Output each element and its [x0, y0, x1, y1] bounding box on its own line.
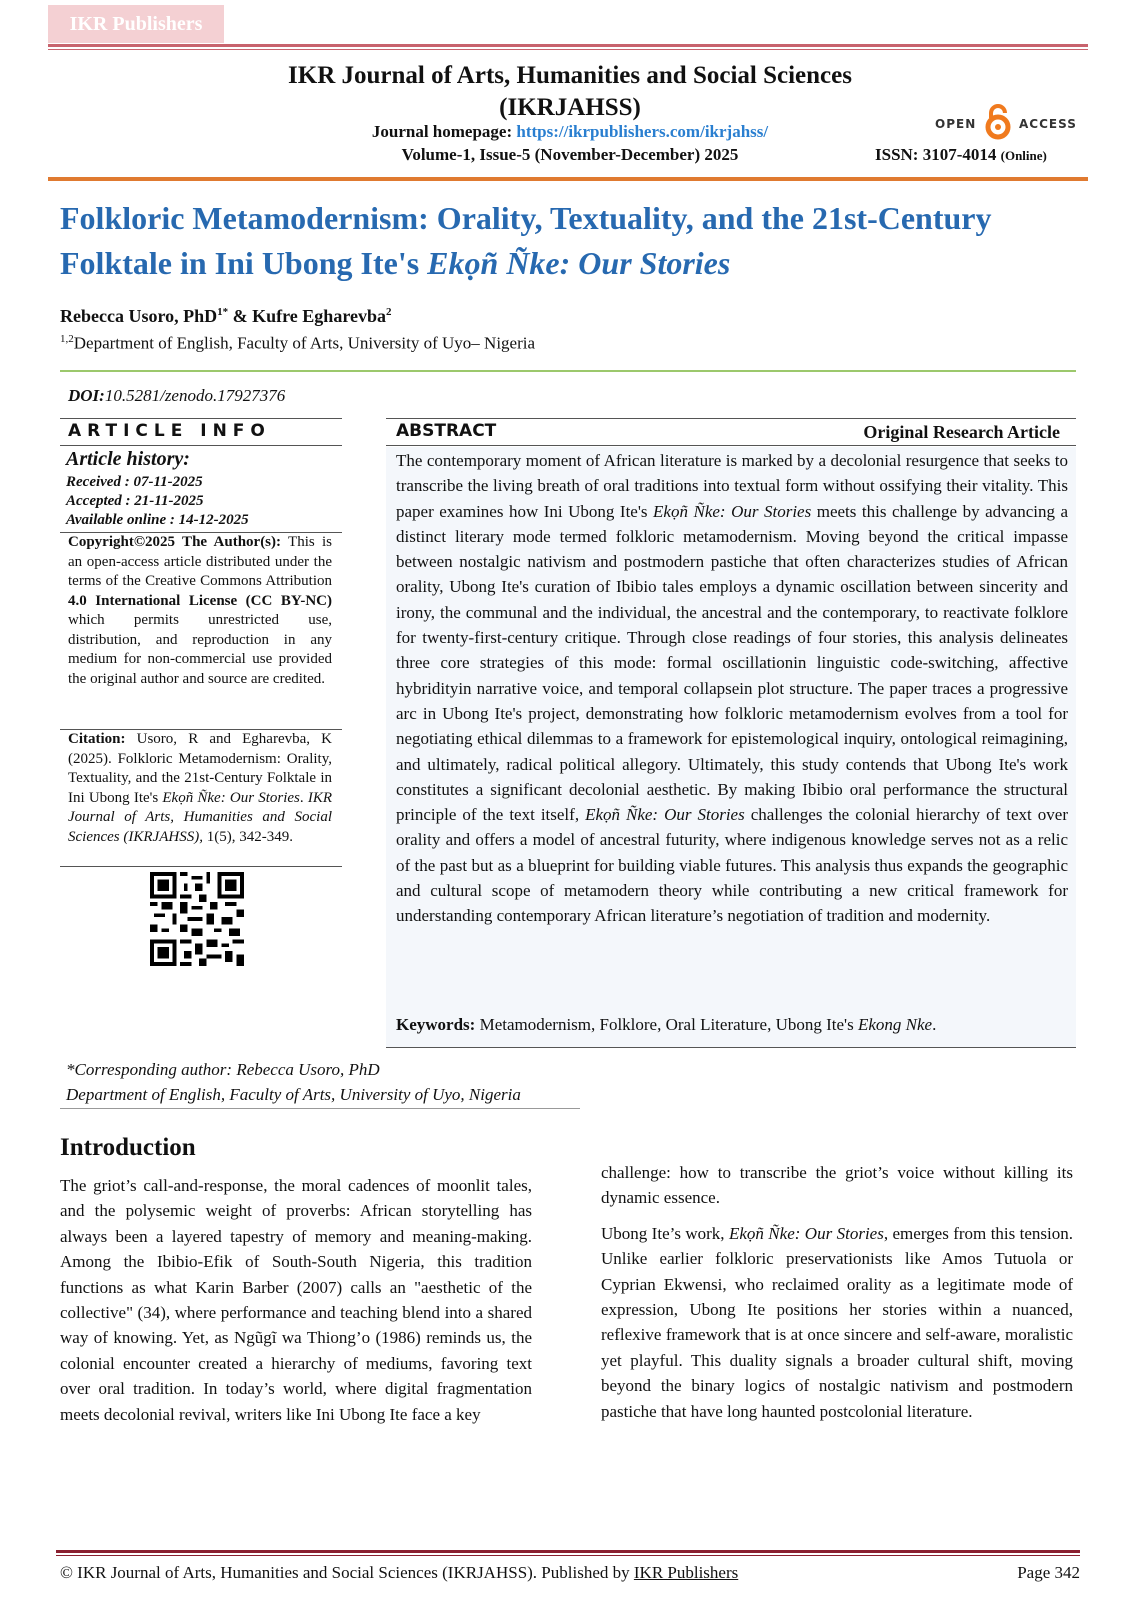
article-info-heading-rule — [60, 445, 342, 446]
corresponding-author — [66, 1057, 521, 1107]
abstract-text — [396, 448, 1068, 929]
issn-number: ISSN: 3107-4014 — [875, 145, 997, 164]
intro-paragraph-3-b: , emerges from this tension. Unlike earlier folkloric preservationists like Amos Tutuola or Cyprian Ekwensi, who reclaimed orality as a legitimate mode of expression, Ubong Ite positions her stories within a nuanced, reflexive framework that is at once sincere and self-aware, moralistic yet playful. This duality signals a broader cultural shift, moving beyond the binary logics of nostalgic nativism and postmodern pastiche that have long haunted postcolonial literature. — [601, 1223, 1074, 1421]
article-history-label: Article history: — [66, 448, 190, 470]
keywords-text: Metamodernism, Folklore, Oral Literature, Ubong Ite's — [475, 1015, 858, 1034]
title-rule — [48, 177, 1088, 181]
intro-column-2 — [601, 1160, 1073, 1434]
citation-bottom-rule — [60, 866, 342, 867]
open-access-lock-icon — [981, 104, 1017, 140]
copyright-text-2: which permits unrestricted use, distribution, and reproduction in any medium for non-commercial use provided the original author and source are credited. — [68, 612, 332, 687]
introduction-heading: Introduction — [60, 1134, 196, 1161]
copyright-license: 4.0 International License (CC BY-NC) — [68, 592, 332, 609]
intro-paragraph-1: The griot’s call-and-response, the moral cadences of moonlit tales, and the polysemic weight of proverbs: African storytelling has always been a layered tapestry of memory and meaning-making. Among the Ibibio-Efik of South-South Nigeria, this tradition functions as what Karin Barber (2007) calls an "aesthetic of the collective" (34), where performance and teaching blend into a shared way of knowing. Yet, as Ngũgĩ wa Thiong’o (1986) reminds us, the colonial encounter created a hierarchy of mediums, favoring text over oral tradition. In today’s world, where digital fragmentation meets decolonial revival, writers like Ini Ubong Ite face a key — [60, 1176, 532, 1424]
paper-title-line2-italic: Ekọñ Ñke: Our Stories — [427, 245, 731, 281]
intro-paragraph-3-a: Ubong Ite’s work, — [601, 1223, 729, 1243]
open-access-right: ACCESS — [1019, 117, 1077, 131]
footer-publisher-link[interactable]: IKR Publishers — [633, 1563, 739, 1582]
author-2-sup: 2 — [385, 306, 392, 318]
online-date: Available online : 14-12-2025 — [66, 512, 249, 528]
footer-text — [60, 1563, 738, 1583]
keywords-end: . — [932, 1015, 937, 1034]
homepage-link[interactable]: https://ikrpublishers.com/ikrjahss/ — [516, 122, 769, 141]
abstract-top-rule — [386, 418, 1076, 419]
intro-column-1 — [60, 1173, 532, 1437]
article-type: Original Research Article — [863, 422, 1060, 442]
keywords-label: Keywords: — [396, 1015, 476, 1034]
keywords-italic: Ekong Nke — [857, 1015, 933, 1034]
author-2: Kufre Egharevba — [252, 306, 386, 326]
authors — [60, 306, 391, 327]
author-1-sup: 1* — [217, 306, 229, 318]
affiliation-text: Department of English, Faculty of Arts, University of Uyo– Nigeria — [73, 333, 536, 353]
doi-value[interactable]: 10.5281/zenodo.17927376 — [104, 386, 286, 405]
footer-rule — [56, 1550, 1080, 1553]
journal-title-line1: IKR Journal of Arts, Humanities and Social Sciences — [288, 62, 852, 89]
homepage-label: Journal homepage: — [371, 122, 513, 141]
abstract-heading: ABSTRACT — [396, 421, 497, 441]
citation-text-1: Usoro, R and Egharevba, K (2025). Folkloric Metamodernism: Orality, Textuality, and the 21st-Century Folktale in Ini Ubong Ite's — [68, 731, 332, 806]
keywords — [396, 1015, 1068, 1035]
intro-paragraph-2: challenge: how to transcribe the griot’s voice without killing its dynamic essence. — [601, 1163, 1073, 1208]
corresponding-author-line2: Department of English, Faculty of Arts, University of Uyo, Nigeria — [66, 1085, 521, 1104]
citation-label: Citation: — [68, 731, 126, 747]
citation-text-2: . — [299, 789, 308, 806]
journal-title — [180, 60, 960, 124]
abstract-part-2: meets this challenge by advancing a distinct literary mode termed folkloric metamodernism. Moving beyond the critical impasse between nostalgic nativism and postmodern pastiche that often characterizes studies of African orality, Ubong Ite's curation of Ibibio tales employs a dynamic oscillation between sincerity and irony, the communal and the individual, the ancestral and the contemporary, to reactivate folklore for twenty-first-century critique. Through close readings of four stories, this analysis delineates three core strategies of this mode: formal oscillationin linguistic code-switching, affective hybridityin narrative voice, and temporal collapsein plot structure. The paper traces a progressive arc in Ubong Ite's project, demonstrating how folkloric metamodernism evolves from a tool for negotiating ethical dilemmas to a framework for epistemological inquiry, ontological reimagining, and ultimately, radical political allegory. Ultimately, this study contends that Ubong Ite's work constitutes a significant decolonial aesthetic. By making Ibibio oral performance the structural principle of the text itself, — [396, 501, 1069, 825]
issn-suffix: (Online) — [1000, 148, 1047, 163]
intro-paragraph-3-italic: Ekọñ Ñke: Our Stories — [728, 1223, 884, 1243]
qr-code-icon — [150, 872, 244, 966]
corresponding-rule — [60, 1108, 580, 1109]
header-rule — [48, 44, 1088, 47]
journal-homepage — [180, 122, 960, 142]
abstract-italic-2: Ekọñ Ñke: Our Stories — [585, 805, 745, 825]
copyright-bold: Copyright©2025 The Author(s): — [68, 534, 282, 550]
author-1: Rebecca Usoro, PhD — [60, 306, 218, 326]
journal-volume: Volume-1, Issue-5 (November-December) 2025 — [401, 145, 739, 164]
citation-text-3: 1(5), 342-349. — [202, 828, 293, 845]
abstract-heading-rule — [386, 445, 1076, 446]
affiliation-sup: 1,2 — [60, 333, 74, 345]
paper-title-line2 — [60, 241, 1080, 286]
citation-italic-2: IKR Journal of Arts, Humanities and Social Sciences (IKRJAHSS), — [68, 789, 333, 845]
open-access-left: OPEN — [935, 117, 977, 131]
article-info-top-rule — [60, 418, 342, 419]
abstract-italic-1: Ekọñ Ñke: Our Stories — [653, 501, 812, 521]
corresponding-author-line1: *Corresponding author: Rebecca Usoro, PhD — [66, 1060, 380, 1079]
journal-title-line2: (IKRJAHSS) — [499, 94, 641, 121]
publisher-badge: IKR Publishers — [48, 5, 224, 43]
abstract-bottom-rule — [386, 1047, 1076, 1048]
affiliation-rule — [60, 370, 1076, 372]
doi — [68, 386, 285, 406]
doi-label: DOI: — [68, 386, 105, 405]
citation-italic-1: Ekọñ Ñke: Our Stories — [162, 789, 300, 806]
citation — [68, 730, 332, 847]
footer-rule-thin — [56, 1555, 1080, 1556]
abstract-part-3: challenges the colonial hierarchy of text over orality and offers a model of ancestral futurity, where indigenous knowledge serves not as a relic of the past but as a blueprint for building viable futures. This analysis thus expands the geographic and cultural scope of metamodern theory while contributing a new critical framework for understanding contemporary African literature’s negotiation of tradition and modernity. — [396, 805, 1068, 926]
author-separator: & — [228, 306, 253, 326]
accepted-date: Accepted : 21-11-2025 — [66, 493, 204, 509]
copyright-notice — [68, 533, 332, 689]
affiliation — [60, 333, 535, 354]
received-date: Received : 07-11-2025 — [66, 474, 203, 490]
issn — [875, 145, 1075, 165]
open-access-logo — [935, 104, 1075, 140]
page-number: Page 342 — [1017, 1563, 1080, 1582]
intro-paragraph-3 — [601, 1221, 1073, 1424]
header-rule-thin — [48, 49, 1088, 50]
footer-copyright: © IKR Journal of Arts, Humanities and Social Sciences (IKRJAHSS). Published by — [60, 1563, 634, 1582]
article-info-heading: ARTICLE INFO — [68, 421, 271, 441]
paper-title-line1: Folkloric Metamodernism: Orality, Textuality, and the 21st-Century — [60, 200, 992, 236]
paper-title-line2-text: Folktale in Ini Ubong Ite's — [60, 245, 428, 281]
abstract-part-1: The contemporary moment of African literature is marked by a decolonial resurgence that seeks to transcribe the living breath of oral traditions into textual form without ossifying their vitality. This paper examines how Ini Ubong Ite's — [396, 451, 1068, 521]
copyright-text-1: This is an open-access article distributed under the terms of the Creative Commons Attribution — [68, 534, 332, 589]
paper-title — [60, 196, 1080, 286]
